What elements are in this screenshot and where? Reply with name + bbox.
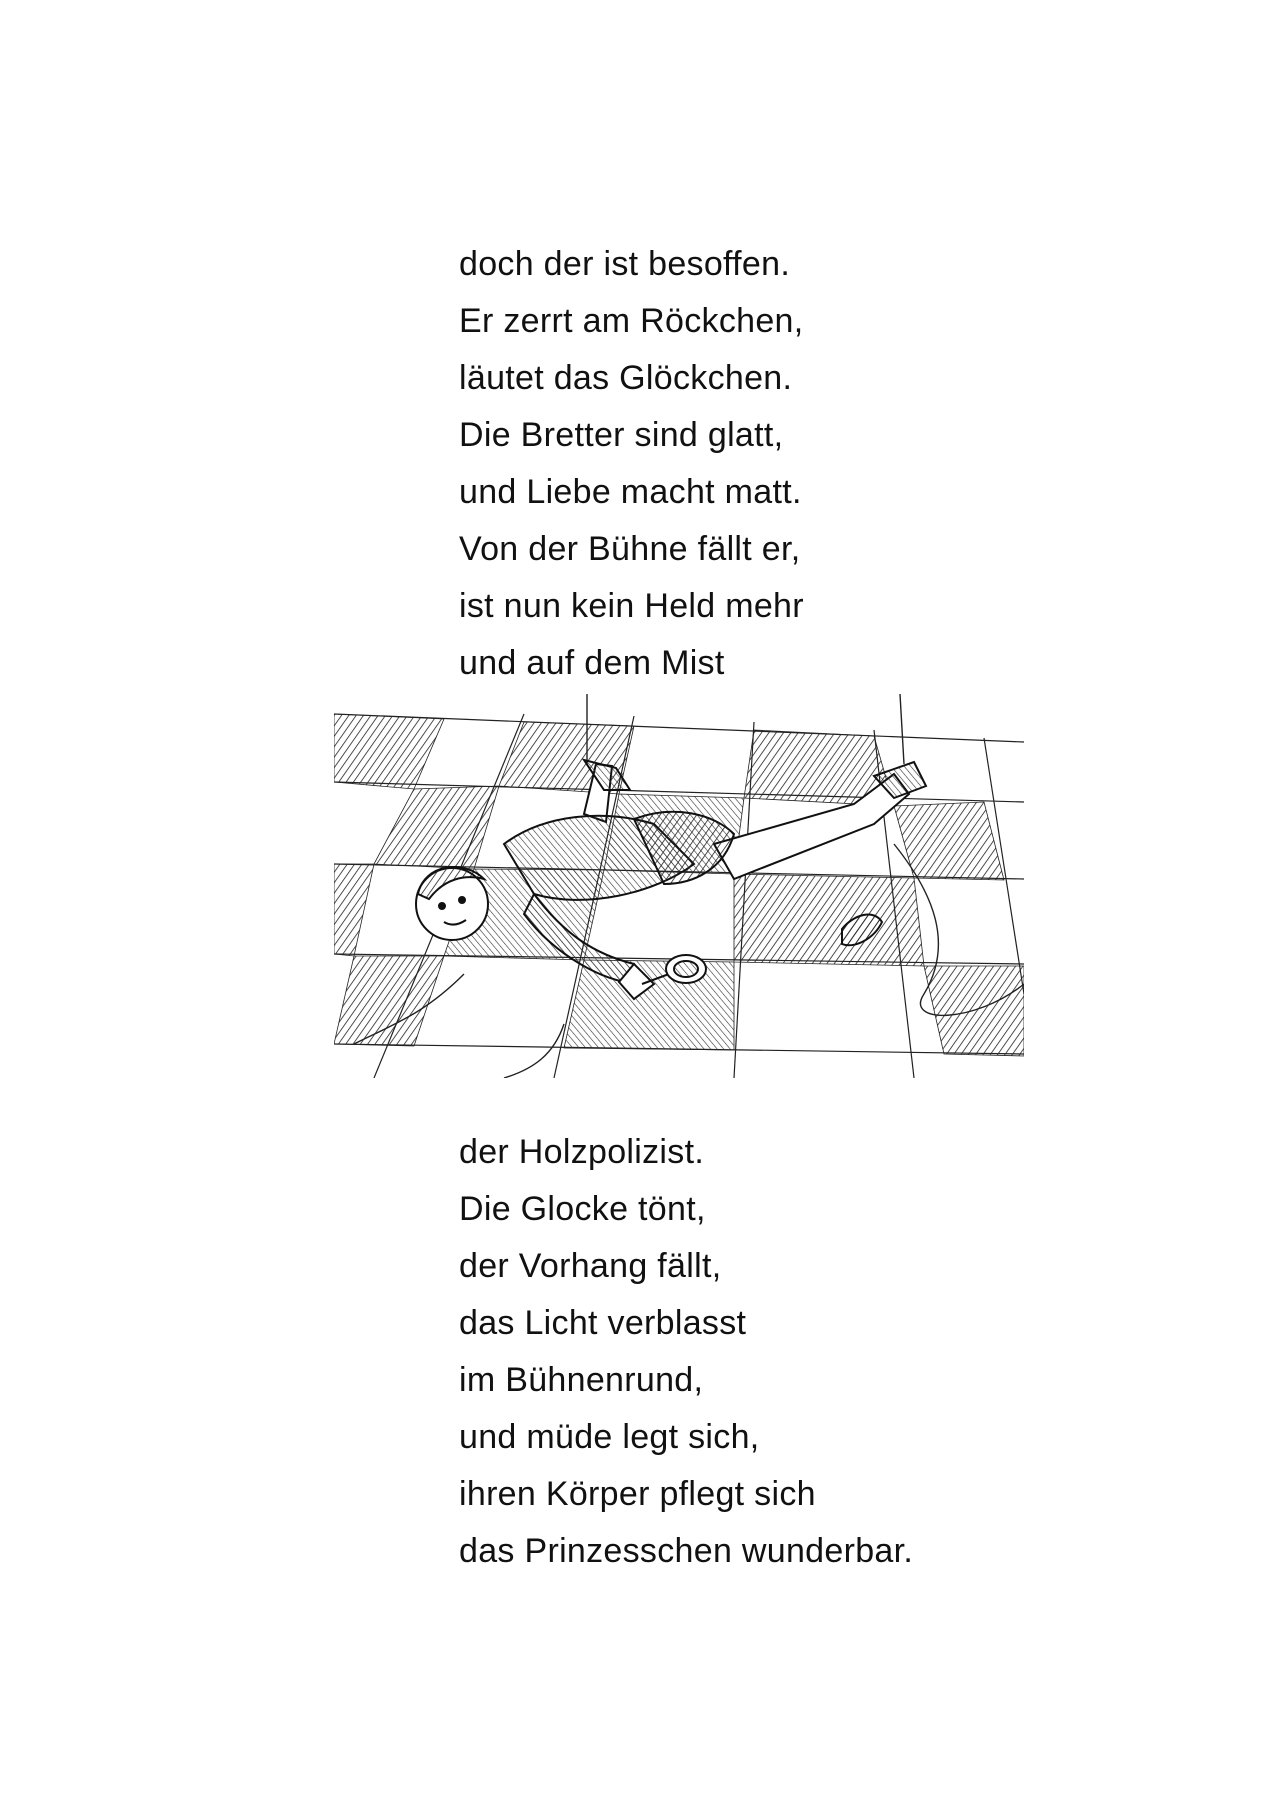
poem-line: Er zerrt am Röckchen, xyxy=(459,302,804,340)
fallen-puppet-drawing-icon xyxy=(334,694,1024,1078)
stanza-first xyxy=(459,236,804,692)
poem-line: und müde legt sich, xyxy=(459,1418,760,1456)
poem-line: doch der ist besoffen. xyxy=(459,245,791,283)
poem-line: Die Bretter sind glatt, xyxy=(459,416,784,454)
poem-line: und Liebe macht matt. xyxy=(459,473,802,511)
poem-line: Die Glocke tönt, xyxy=(459,1190,706,1228)
poem-line: der Holzpolizist. xyxy=(459,1133,705,1171)
poem-line: das Prinzesschen wunderbar. xyxy=(459,1532,914,1570)
poem-line: läutet das Glöckchen. xyxy=(459,359,793,397)
poem-line: und auf dem Mist xyxy=(459,644,725,682)
fallen-puppet-illustration xyxy=(334,694,1024,1078)
poem-line: ihren Körper pflegt sich xyxy=(459,1475,816,1513)
poem-line: der Vorhang fällt, xyxy=(459,1247,722,1285)
poem-line: das Licht verblasst xyxy=(459,1304,747,1342)
poem-line: ist nun kein Held mehr xyxy=(459,587,804,625)
poem-line: Von der Bühne fällt er, xyxy=(459,530,801,568)
poem-line: im Bühnenrund, xyxy=(459,1361,704,1399)
stanza-second xyxy=(459,1124,913,1580)
